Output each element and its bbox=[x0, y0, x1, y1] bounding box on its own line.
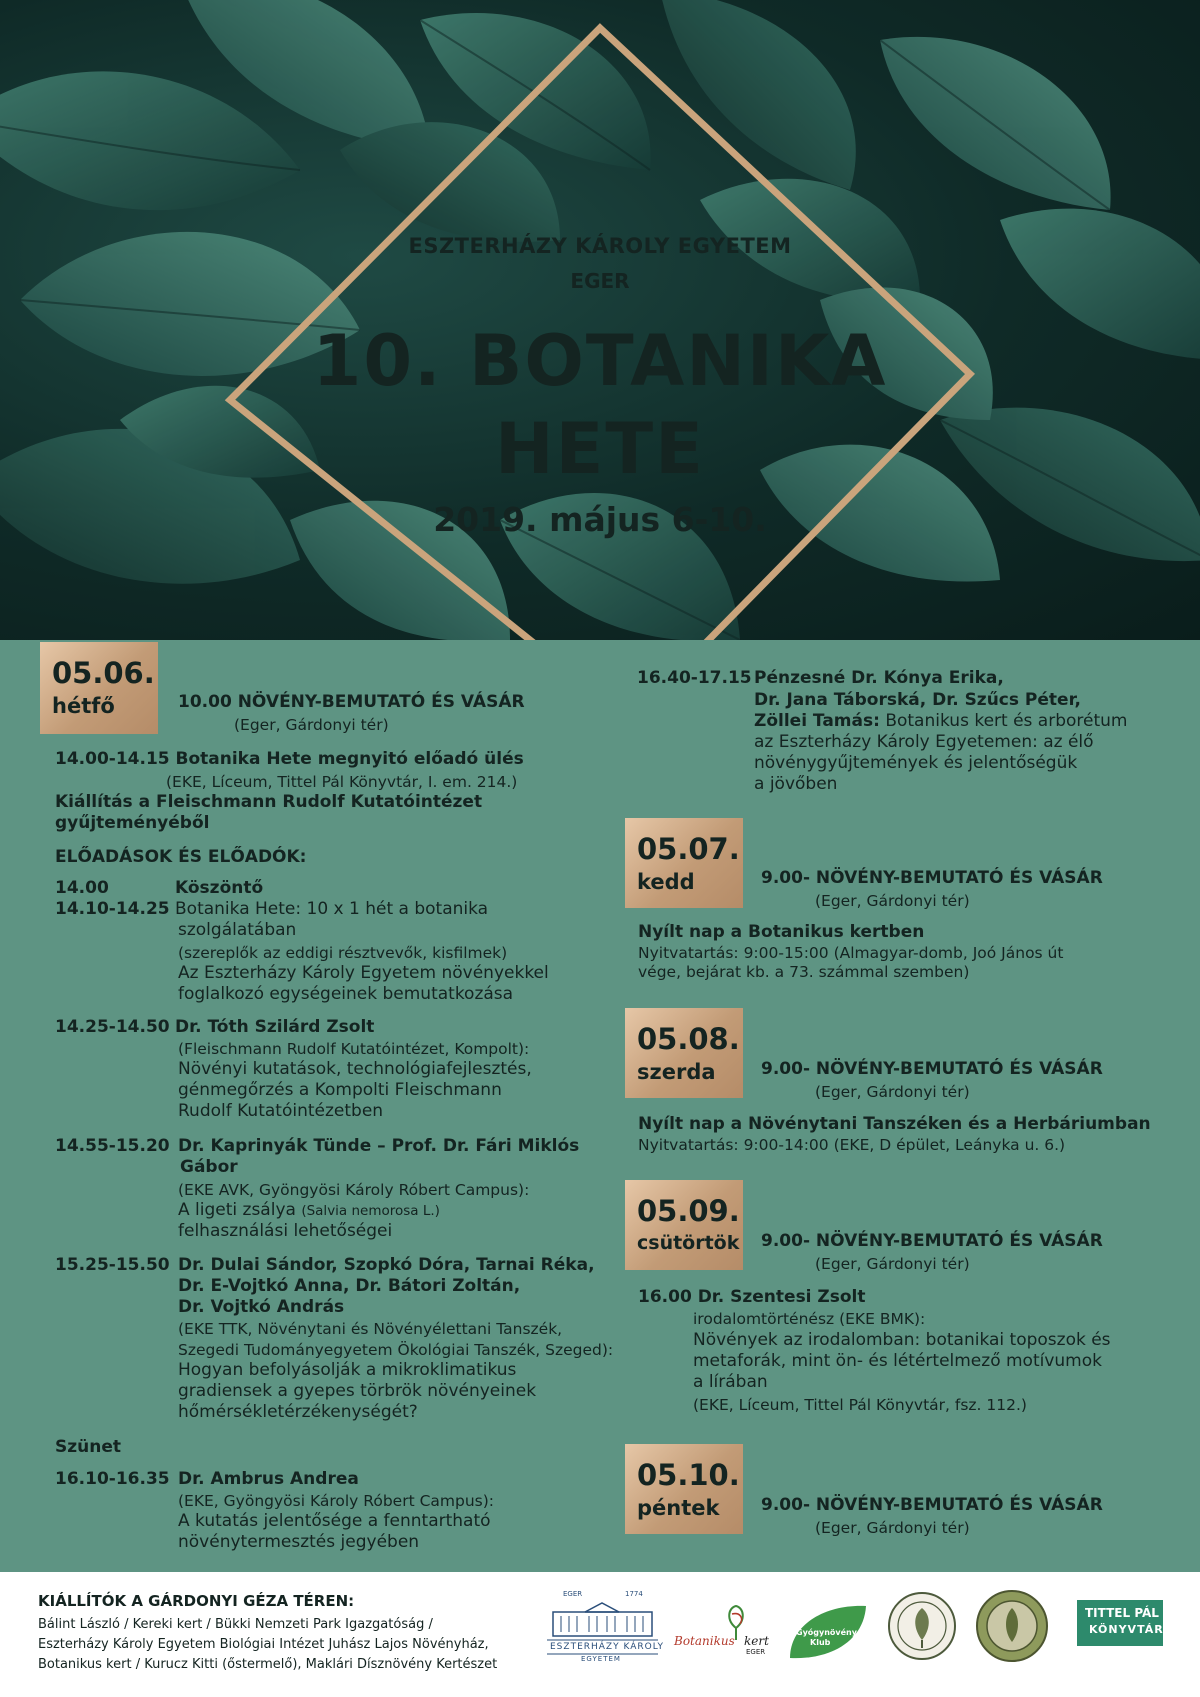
lecture4-line4: gradiensek a gyepes törbrök növényeinek bbox=[178, 1381, 537, 1401]
thursday-event-line1: irodalomtörténész (EKE BMK): bbox=[693, 1310, 926, 1328]
lecture6-line4: a jövőben bbox=[754, 774, 838, 794]
monday-opening-location: (EKE, Líceum, Tittel Pál Könyvtár, I. em. 214.) bbox=[166, 773, 518, 791]
lecture6-speaker3: Zöllei Tamás: bbox=[754, 711, 880, 731]
exhibitors-line2: Eszterházy Károly Egyetem Biológiai Intézet Juhász Lajos Növényház, bbox=[38, 1637, 489, 1652]
exhibition-line2: gyűjteményéből bbox=[55, 813, 210, 833]
time-1425: 14.25-14.50 bbox=[55, 1017, 170, 1037]
lecture5-line3: növénytermesztés jegyében bbox=[178, 1532, 420, 1552]
city-name: EGER bbox=[570, 269, 630, 293]
day-name: péntek bbox=[637, 1496, 720, 1520]
day-badge-wednesday bbox=[625, 1008, 743, 1098]
tittel-line1: TITTEL PÁL bbox=[1085, 1606, 1159, 1620]
herbarium-seal-logo bbox=[974, 1588, 1050, 1664]
lecture3-line3: felhasználási lehetőségei bbox=[178, 1221, 393, 1241]
gyogy-line2: Klub bbox=[810, 1638, 831, 1647]
wednesday-event-line1: Nyitvatartás: 9:00-14:00 (EKE, D épület, Leányka u. 6.) bbox=[638, 1136, 1066, 1154]
footer bbox=[0, 1572, 1200, 1697]
eke-logo-name: ESZTERHÁZY KÁROLY bbox=[550, 1642, 665, 1652]
kert-word: kert bbox=[744, 1634, 769, 1648]
event-dates: 2019. május 6-10. bbox=[433, 500, 767, 539]
time-1455: 14.55-15.20 bbox=[55, 1136, 170, 1156]
lecture3-line2-main: A ligeti zsálya bbox=[178, 1200, 296, 1220]
lecture4-speaker1: Dr. Dulai Sándor, Szopkó Dóra, Tarnai Réka, bbox=[178, 1255, 595, 1275]
day-badge-monday bbox=[40, 642, 158, 734]
monday-market-location: (Eger, Gárdonyi tér) bbox=[234, 716, 389, 734]
day-badge-tuesday bbox=[625, 818, 743, 908]
lecture4-line2: Szegedi Tudományegyetem Ökológiai Tanszék, Szeged): bbox=[178, 1341, 614, 1359]
tuesday-market-location: (Eger, Gárdonyi tér) bbox=[815, 892, 970, 910]
lecture4-line1: (EKE TTK, Növénytani és Növényélettani Tanszék, bbox=[178, 1320, 563, 1338]
koszonto: Köszöntő bbox=[175, 878, 264, 898]
friday-market-title: 9.00- NÖVÉNY-BEMUTATÓ ÉS VÁSÁR bbox=[761, 1495, 1103, 1515]
thursday-event-line2: Növények az irodalomban: botanikai toposzok és bbox=[693, 1330, 1111, 1350]
thursday-event-title: 16.00 Dr. Szentesi Zsolt bbox=[638, 1287, 866, 1307]
day-badge-friday bbox=[625, 1444, 743, 1534]
lectures-heading: ELŐADÁSOK ÉS ELŐADÓK: bbox=[55, 847, 307, 867]
monday-market-title: 10.00 NÖVÉNY-BEMUTATÓ ÉS VÁSÁR bbox=[178, 692, 525, 712]
exhibition-line1: Kiállítás a Fleischmann Rudolf Kutatóintézet bbox=[55, 792, 483, 812]
day-date: 05.08. bbox=[637, 1022, 740, 1056]
program-section bbox=[0, 640, 1200, 1572]
lecture5-speaker: Dr. Ambrus Andrea bbox=[178, 1469, 359, 1489]
lecture1-line5: foglalkozó egységeinek bemutatkozása bbox=[178, 984, 514, 1004]
lecture1-line1: Botanika Hete: 10 x 1 hét a botanika bbox=[175, 899, 489, 919]
day-name: hétfő bbox=[52, 694, 115, 718]
lecture1-line3: (szereplők az eddigi résztvevők, kisfilmek) bbox=[178, 944, 508, 962]
tuesday-market-title: 9.00- NÖVÉNY-BEMUTATÓ ÉS VÁSÁR bbox=[761, 868, 1103, 888]
eke-logo-sub: EGYETEM bbox=[581, 1655, 621, 1663]
time-1400: 14.00 bbox=[55, 878, 109, 898]
time-1410: 14.10-14.25 bbox=[55, 899, 170, 919]
tittel-line2: KÖNYVTÁR bbox=[1089, 1623, 1164, 1636]
thursday-market-location: (Eger, Gárdonyi tér) bbox=[815, 1255, 970, 1273]
thursday-event-line3: metaforák, mint ön- és létértelmező motívumok bbox=[693, 1351, 1102, 1371]
lecture5-line2: A kutatás jelentősége a fenntartható bbox=[178, 1511, 491, 1531]
time-1640: 16.40-17.15 bbox=[637, 668, 752, 688]
seal-icon bbox=[886, 1590, 958, 1662]
day-name: szerda bbox=[637, 1060, 716, 1084]
lecture2-speaker: Dr. Tóth Szilárd Zsolt bbox=[175, 1017, 375, 1037]
break-label: Szünet bbox=[55, 1437, 121, 1457]
tuesday-event-title: Nyílt nap a Botanikus kertben bbox=[638, 922, 925, 942]
lecture6-line1-row bbox=[754, 710, 1127, 732]
monday-opening-title: 14.00-14.15 Botanika Hete megnyitó előadó ülés bbox=[55, 749, 524, 769]
hero-banner bbox=[0, 0, 1200, 640]
gyogy-line1: Gyógynövény bbox=[796, 1628, 857, 1637]
exhibitors-line1: Bálint László / Kereki kert / Bükki Nemzeti Park Igazgatóság / bbox=[38, 1617, 433, 1632]
wednesday-market-title: 9.00- NÖVÉNY-BEMUTATÓ ÉS VÁSÁR bbox=[761, 1059, 1103, 1079]
friday-market-location: (Eger, Gárdonyi tér) bbox=[815, 1519, 970, 1537]
wednesday-market-location: (Eger, Gárdonyi tér) bbox=[815, 1083, 970, 1101]
lecture3-speaker2: Gábor bbox=[180, 1157, 238, 1177]
lecture2-line3: génmegőrzés a Kompolti Fleischmann bbox=[178, 1080, 502, 1100]
lecture6-speaker1: Pénzesné Dr. Kónya Erika, bbox=[754, 668, 1004, 688]
day-date: 05.10. bbox=[637, 1458, 740, 1492]
day-name: csütörtök bbox=[637, 1232, 740, 1254]
botanikus-word: Botanikus bbox=[674, 1634, 735, 1648]
event-title-line1: 10. BOTANIKA bbox=[312, 320, 888, 402]
lecture2-line4: Rudolf Kutatóintézetben bbox=[178, 1101, 384, 1121]
thursday-event-line5: (EKE, Líceum, Tittel Pál Könyvtár, fsz. 112.) bbox=[693, 1396, 1027, 1414]
herbarium-seal-icon bbox=[974, 1588, 1050, 1664]
day-date: 05.06. bbox=[52, 656, 155, 690]
lecture6-line2: az Eszterházy Károly Egyetemen: az élő bbox=[754, 732, 1094, 752]
botanikus-kert-logo bbox=[674, 1600, 769, 1660]
university-name: ESZTERHÁZY KÁROLY EGYETEM bbox=[408, 234, 792, 258]
lecture2-line1: (Fleischmann Rudolf Kutatóintézet, Kompolt): bbox=[178, 1040, 530, 1058]
day-badge-thursday bbox=[625, 1180, 743, 1270]
botanikus-eger: EGER bbox=[746, 1648, 766, 1656]
lecture3-latin-name: (Salvia nemorosa L.) bbox=[301, 1203, 440, 1219]
institute-seal-logo bbox=[886, 1590, 958, 1662]
wednesday-event-title: Nyílt nap a Növénytani Tanszéken és a Herbáriumban bbox=[638, 1114, 1151, 1134]
time-1525: 15.25-15.50 bbox=[55, 1255, 170, 1275]
lecture6-line1: Botanikus kert és arborétum bbox=[885, 711, 1128, 731]
lecture5-line1: (EKE, Gyöngyösi Károly Róbert Campus): bbox=[178, 1492, 494, 1510]
lecture1-line4: Az Eszterházy Károly Egyetem növényekkel bbox=[178, 963, 549, 983]
eke-logo-top: EGER bbox=[563, 1590, 583, 1598]
lecture6-speaker2: Dr. Jana Táborská, Dr. Szűcs Péter, bbox=[754, 690, 1081, 710]
lecture6-line3: növénygyűjtemények és jelentőségük bbox=[754, 753, 1078, 773]
day-name: kedd bbox=[637, 870, 695, 894]
lecture3-line2 bbox=[178, 1199, 440, 1222]
event-title-line2: HETE bbox=[495, 408, 705, 490]
eke-logo-year: 1774 bbox=[625, 1590, 643, 1598]
lecture4-speaker2: Dr. E-Vojtkó Anna, Dr. Bátori Zoltán, bbox=[178, 1276, 521, 1296]
eke-logo bbox=[545, 1590, 665, 1664]
thursday-market-title: 9.00- NÖVÉNY-BEMUTATÓ ÉS VÁSÁR bbox=[761, 1231, 1103, 1251]
lecture2-line2: Növényi kutatások, technológiafejlesztés, bbox=[178, 1059, 532, 1079]
exhibitors-heading: KIÁLLÍTÓK A GÁRDONYI GÉZA TÉREN: bbox=[38, 1592, 355, 1610]
lecture4-speaker3: Dr. Vojtkó András bbox=[178, 1297, 345, 1317]
lecture1-line2: szolgálatában bbox=[178, 920, 297, 940]
lecture3-line1: (EKE AVK, Gyöngyösi Károly Róbert Campus): bbox=[178, 1181, 530, 1199]
tittel-pal-logo bbox=[1077, 1600, 1163, 1646]
thursday-event-line4: a lírában bbox=[693, 1372, 768, 1392]
day-date: 05.07. bbox=[637, 832, 740, 866]
lecture4-line5: hőmérsékletérzékenységét? bbox=[178, 1402, 418, 1422]
exhibitors-line3: Botanikus kert / Kurucz Kitti (őstermelő), Maklári Dísznövény Kertészet bbox=[38, 1657, 498, 1672]
time-1610: 16.10-16.35 bbox=[55, 1469, 170, 1489]
gyogynoveny-klub-logo bbox=[786, 1600, 868, 1662]
tuesday-event-line2: vége, bejárat kb. a 73. számmal szemben) bbox=[638, 963, 970, 981]
day-date: 05.09. bbox=[637, 1194, 740, 1228]
tuesday-event-line1: Nyitvatartás: 9:00-15:00 (Almagyar-domb, Joó János út bbox=[638, 944, 1064, 962]
lecture4-line3: Hogyan befolyásolják a mikroklimatikus bbox=[178, 1360, 517, 1380]
lecture3-speaker1: Dr. Kaprinyák Tünde – Prof. Dr. Fári Miklós bbox=[178, 1136, 580, 1156]
